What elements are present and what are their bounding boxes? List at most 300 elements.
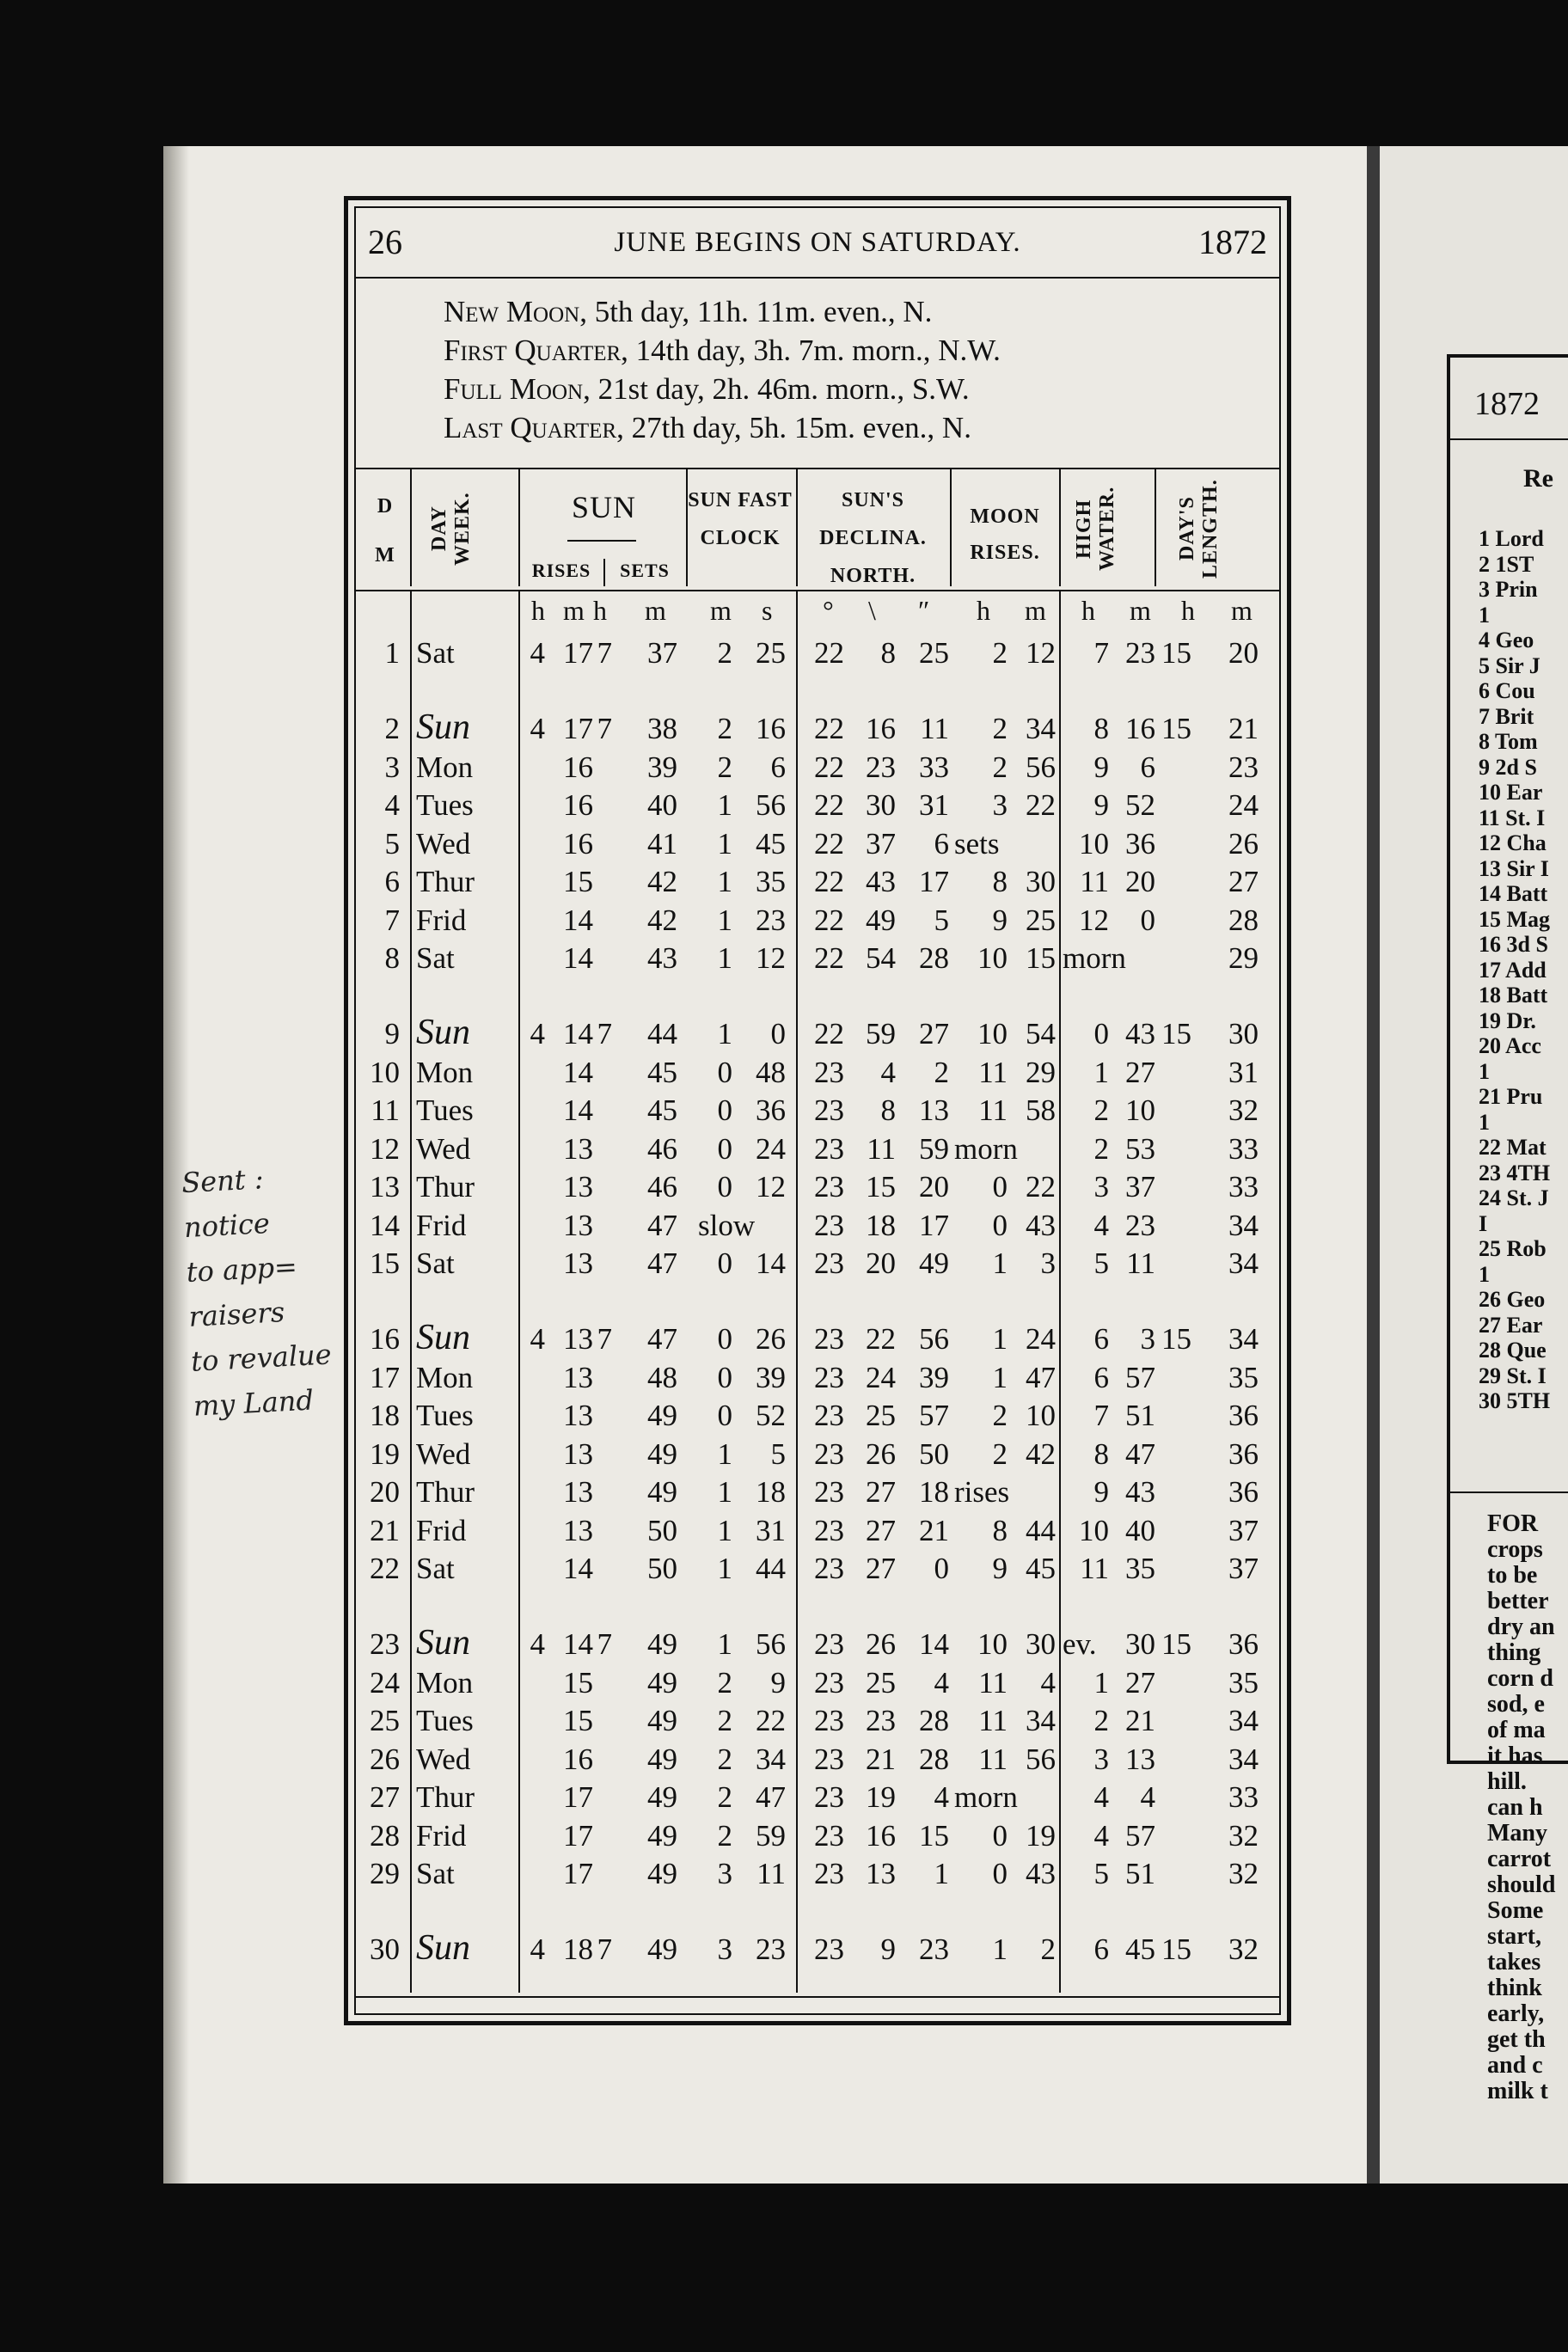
table-row xyxy=(354,1361,1281,1399)
right-page-text-line: Many xyxy=(1487,1820,1547,1847)
cell-d: 23 xyxy=(370,1627,400,1661)
cell-sm: 45 xyxy=(647,1055,677,1089)
cell-hh: 1 xyxy=(1093,1055,1109,1089)
cell-rm: 14 xyxy=(563,1055,593,1089)
cell-d: 2 xyxy=(384,712,400,745)
cell-dm: 19 xyxy=(866,1780,896,1814)
rule xyxy=(950,469,952,586)
right-page-text-line: start, xyxy=(1487,1923,1541,1950)
cell-dm: 27 xyxy=(866,1552,896,1585)
cell-dd: 23 xyxy=(814,1857,844,1890)
cell-hh: 8 xyxy=(1093,712,1109,745)
cell-fs: 24 xyxy=(756,1131,786,1166)
cell-mm: 30 xyxy=(1026,1627,1056,1661)
cell-dm: 22 xyxy=(866,1322,896,1356)
cell-sh: 7 xyxy=(597,712,612,745)
cell-sm: 45 xyxy=(647,1093,677,1127)
right-page-item: 16 3d S xyxy=(1479,932,1548,957)
cell-lm: 37 xyxy=(1228,1552,1259,1585)
cell-hm: 23 xyxy=(1125,636,1155,670)
cell-hm: 45 xyxy=(1125,1932,1155,1966)
cell-ds: 39 xyxy=(919,1360,949,1394)
table-row xyxy=(354,1246,1281,1284)
cell-mm: 43 xyxy=(1026,1208,1056,1242)
cell-fs: 5 xyxy=(770,1436,786,1471)
cell-mh: 0 xyxy=(992,1208,1008,1242)
cell-fm: slow xyxy=(698,1208,756,1242)
cell-hm: 0 xyxy=(1140,903,1155,937)
table-row xyxy=(354,1318,1281,1360)
right-page-item: 6 Cou xyxy=(1479,678,1535,703)
cell-dm: 21 xyxy=(866,1742,896,1776)
right-page-item: 27 Ear xyxy=(1479,1312,1543,1338)
cell-dd: 23 xyxy=(814,1475,844,1509)
right-page-item: I xyxy=(1479,1210,1488,1236)
cell-lm: 32 xyxy=(1228,1093,1259,1127)
cell-mm: 2 xyxy=(1040,1932,1056,1966)
right-page-item: 23 4TH xyxy=(1479,1160,1551,1185)
cell-wd: Mon xyxy=(416,1360,474,1394)
right-page-list xyxy=(1479,526,1550,1414)
cell-mm: 30 xyxy=(1026,865,1056,898)
cell-wd: Tues xyxy=(416,1704,474,1737)
right-page-text-line: can h xyxy=(1487,1794,1543,1821)
table-row xyxy=(354,1666,1281,1704)
right-page-item: 10 Ear xyxy=(1479,780,1543,805)
cell-d: 6 xyxy=(384,865,400,898)
table-row xyxy=(354,1437,1281,1475)
cell-fs: 44 xyxy=(756,1552,786,1585)
cell-lh: 15 xyxy=(1161,1627,1191,1661)
cell-ds: 6 xyxy=(934,826,949,861)
right-page-year: 1872 xyxy=(1474,386,1540,422)
table-bottom-rule xyxy=(354,1996,1281,1998)
table-top-rule xyxy=(354,468,1281,469)
cell-mm: 22 xyxy=(1026,788,1056,822)
cell-mh: 8 xyxy=(992,1513,1008,1547)
cell-wd: Wed xyxy=(416,1131,471,1166)
cell-lm: 30 xyxy=(1228,1017,1259,1050)
right-page-text-line: Some xyxy=(1487,1897,1544,1924)
cell-fm: 2 xyxy=(717,636,732,670)
cell-rm: 15 xyxy=(563,1665,593,1700)
cell-sh: 7 xyxy=(597,1932,612,1966)
cell-mh: 9 xyxy=(992,903,1008,937)
cell-hh: 8 xyxy=(1093,1436,1109,1471)
cell-d: 1 xyxy=(384,636,400,670)
right-page-text-line: dry an xyxy=(1487,1614,1555,1640)
cell-fs: 59 xyxy=(756,1818,786,1853)
cell-d: 4 xyxy=(384,788,400,822)
cell-sm: 44 xyxy=(647,1017,677,1050)
rule xyxy=(603,559,605,586)
col-declination: SUN'S DECLINA. NORTH. xyxy=(819,489,927,587)
phase-full-moon: Full Moon, 21st day, 2h. 46m. morn., S.W. xyxy=(444,372,970,406)
cell-sm: 49 xyxy=(647,1436,677,1471)
cell-ds: 21 xyxy=(919,1513,949,1547)
right-page-item: 2 1ST xyxy=(1479,551,1534,577)
cell-mh: 2 xyxy=(992,712,1008,745)
cell-lm: 28 xyxy=(1228,903,1259,937)
cell-fs: 47 xyxy=(756,1780,786,1814)
header-bottom-rule xyxy=(354,590,1281,591)
table-row xyxy=(354,1399,1281,1436)
col-sets: SETS xyxy=(620,560,670,581)
cell-fs: 35 xyxy=(756,865,786,898)
cell-mh: 3 xyxy=(992,788,1008,822)
cell-lm: 34 xyxy=(1228,1742,1259,1776)
cell-lm: 33 xyxy=(1228,1170,1259,1204)
cell-dm: 54 xyxy=(866,941,896,975)
cell-mh: 0 xyxy=(992,1857,1008,1890)
cell-ds: 27 xyxy=(919,1017,949,1050)
cell-fm: 2 xyxy=(717,1742,732,1776)
right-page-text-line: it has xyxy=(1487,1743,1543,1769)
cell-rm: 13 xyxy=(563,1322,593,1356)
cell-hm: 16 xyxy=(1125,712,1155,745)
cell-dd: 22 xyxy=(814,788,844,822)
table-row xyxy=(354,1514,1281,1552)
right-page-text-line: takes xyxy=(1487,1949,1541,1975)
cell-dd: 23 xyxy=(814,1742,844,1776)
right-page-item: 17 Add xyxy=(1479,957,1547,983)
rule xyxy=(1059,469,1061,586)
cell-mh: 2 xyxy=(992,750,1008,784)
right-page-item: 1 xyxy=(1479,1109,1490,1135)
right-page-item: 21 Pru xyxy=(1479,1084,1543,1109)
cell-lm: 36 xyxy=(1228,1436,1259,1471)
col-high-water: HIGH WATER. xyxy=(1073,486,1118,572)
cell-hm: 37 xyxy=(1125,1170,1155,1204)
cell-fm: 0 xyxy=(717,1360,732,1394)
cell-sm: 47 xyxy=(647,1208,677,1242)
cell-rm: 15 xyxy=(563,865,593,898)
cell-mm: 56 xyxy=(1026,750,1056,784)
table-row xyxy=(354,865,1281,903)
cell-rm: 17 xyxy=(563,1818,593,1853)
cell-lm: 34 xyxy=(1228,1246,1259,1280)
cell-fm: 0 xyxy=(717,1399,732,1432)
right-page-item: 26 Geo xyxy=(1479,1287,1546,1312)
cell-rm: 13 xyxy=(563,1131,593,1166)
cell-fm: 3 xyxy=(717,1932,732,1966)
cell-dd: 23 xyxy=(814,1208,844,1242)
cell-fs: 16 xyxy=(756,712,786,745)
handwritten-note: Sent : notice to app= raisers to revalue my Land xyxy=(181,1162,333,1423)
cell-dm: 8 xyxy=(880,1093,896,1127)
cell-wd: Thur xyxy=(416,1780,475,1814)
right-page-text-line: corn d xyxy=(1487,1665,1553,1692)
cell-sm: 49 xyxy=(647,1665,677,1700)
cell-hm: 10 xyxy=(1125,1093,1155,1127)
right-page-item: 1 xyxy=(1479,1058,1490,1084)
cell-dd: 23 xyxy=(814,1627,844,1661)
cell-fs: 11 xyxy=(756,1857,786,1890)
cell-mh: 1 xyxy=(992,1360,1008,1394)
cell-fm: 1 xyxy=(717,1627,732,1661)
cell-fs: 48 xyxy=(756,1055,786,1089)
cell-rm: 17 xyxy=(563,712,593,745)
cell-ds: 25 xyxy=(919,636,949,670)
cell-mh: 0 xyxy=(992,1818,1008,1853)
cell-ds: 2 xyxy=(934,1055,949,1089)
cell-dd: 22 xyxy=(814,750,844,784)
cell-sm: 49 xyxy=(647,1399,677,1432)
cell-fs: 31 xyxy=(756,1513,786,1547)
cell-sh: 7 xyxy=(597,636,612,670)
cell-ds: 28 xyxy=(919,1704,949,1737)
cell-mh: 2 xyxy=(992,1399,1008,1432)
cell-dd: 23 xyxy=(814,1360,844,1394)
cell-ds: 14 xyxy=(919,1627,949,1661)
right-page-item: 3 Prin xyxy=(1479,577,1538,602)
cell-mh: 11 xyxy=(978,1704,1008,1737)
col-day-week: DAY WEEK. xyxy=(428,492,474,566)
cell-dd: 23 xyxy=(814,1322,844,1356)
table-row xyxy=(354,1209,1281,1246)
right-page-text-line: of ma xyxy=(1487,1717,1546,1743)
cell-lh: 15 xyxy=(1161,712,1191,745)
cell-d: 3 xyxy=(384,750,400,784)
cell-sm: 47 xyxy=(647,1246,677,1280)
cell-ds: 49 xyxy=(919,1246,949,1280)
cell-d: 5 xyxy=(384,826,400,861)
cell-lm: 33 xyxy=(1228,1131,1259,1166)
cell-dm: 37 xyxy=(866,826,896,861)
right-page-item: 7 Brit xyxy=(1479,703,1534,729)
cell-dd: 23 xyxy=(814,1399,844,1432)
right-page-text-line: FOR xyxy=(1487,1510,1539,1537)
phase-new-moon: New Moon, 5th day, 11h. 11m. even., N. xyxy=(444,295,933,328)
col-moon: MOON RISES. xyxy=(970,505,1040,564)
cell-sh: 7 xyxy=(597,1017,612,1050)
cell-fm: 2 xyxy=(717,1704,732,1737)
cell-wd: Thur xyxy=(416,1170,475,1204)
cell-dm: 15 xyxy=(866,1170,896,1204)
cell-dm: 26 xyxy=(866,1436,896,1471)
cell-fm: 2 xyxy=(717,712,732,745)
cell-wd: Tues xyxy=(416,1399,474,1432)
cell-hh: 9 xyxy=(1093,788,1109,822)
cell-sm: 48 xyxy=(647,1360,677,1394)
cell-mm: 47 xyxy=(1026,1360,1056,1394)
right-page-text-line: think xyxy=(1487,1975,1542,2001)
cell-lm: 21 xyxy=(1228,712,1259,745)
cell-rm: 15 xyxy=(563,1704,593,1737)
right-page-text-line: thing xyxy=(1487,1639,1541,1666)
cell-sm: 40 xyxy=(647,788,677,822)
cell-dd: 23 xyxy=(814,1131,844,1166)
cell-lm: 31 xyxy=(1228,1055,1259,1089)
cell-dm: 4 xyxy=(880,1055,896,1089)
cell-fm: 1 xyxy=(717,941,732,975)
cell-sm: 49 xyxy=(647,1818,677,1853)
table-row xyxy=(354,1819,1281,1857)
table-row xyxy=(354,1743,1281,1780)
cell-sm: 39 xyxy=(647,750,677,784)
cell-rm: 16 xyxy=(563,826,593,861)
cell-ds: 17 xyxy=(919,1208,949,1242)
cell-dd: 22 xyxy=(814,1017,844,1050)
cell-fm: 1 xyxy=(717,903,732,937)
cell-hm: 57 xyxy=(1125,1818,1155,1853)
cell-lm: 33 xyxy=(1228,1780,1259,1814)
cell-dd: 23 xyxy=(814,1704,844,1737)
cell-dd: 23 xyxy=(814,1436,844,1471)
cell-hm: 51 xyxy=(1125,1857,1155,1890)
cell-dd: 23 xyxy=(814,1665,844,1700)
cell-lm: 34 xyxy=(1228,1208,1259,1242)
cell-dd: 23 xyxy=(814,1513,844,1547)
cell-mm: 29 xyxy=(1026,1055,1056,1089)
cell-hh: 6 xyxy=(1093,1322,1109,1356)
table-row xyxy=(354,1132,1281,1170)
cell-d: 28 xyxy=(370,1818,400,1853)
cell-dd: 23 xyxy=(814,1552,844,1585)
right-page-item: 8 Tom xyxy=(1479,729,1538,754)
cell-sm: 49 xyxy=(647,1742,677,1776)
cell-sm: 50 xyxy=(647,1513,677,1547)
cell-hh: 1 xyxy=(1093,1665,1109,1700)
cell-hh: 2 xyxy=(1093,1131,1109,1166)
cell-fs: 23 xyxy=(756,1932,786,1966)
cell-hm: 6 xyxy=(1140,750,1155,784)
page-year: 1872 xyxy=(1198,223,1267,261)
right-page-item: 24 St. J xyxy=(1479,1185,1549,1210)
cell-ds: 50 xyxy=(919,1436,949,1471)
cell-sm: 37 xyxy=(647,636,677,670)
cell-wd: Wed xyxy=(416,1742,471,1776)
cell-mh: 11 xyxy=(978,1093,1008,1127)
cell-hh: 5 xyxy=(1093,1857,1109,1890)
cell-fm: 0 xyxy=(717,1170,732,1204)
page-gutter xyxy=(1367,146,1381,2184)
cell-wd: Wed xyxy=(416,826,471,861)
right-page-text-line: sod, e xyxy=(1487,1691,1545,1718)
cell-dm: 13 xyxy=(866,1857,896,1890)
cell-hm: 21 xyxy=(1125,1704,1155,1737)
cell-lm: 32 xyxy=(1228,1818,1259,1853)
cell-mh: 11 xyxy=(978,1055,1008,1089)
cell-fs: 9 xyxy=(770,1665,786,1700)
cell-dd: 23 xyxy=(814,1170,844,1204)
page-title: JUNE BEGINS ON SATURDAY. xyxy=(614,227,1021,258)
cell-dd: 23 xyxy=(814,1093,844,1127)
cell-dm: 23 xyxy=(866,1704,896,1737)
cell-ds: 5 xyxy=(934,903,949,937)
right-page-text-line: better xyxy=(1487,1588,1549,1614)
cell-rm: 17 xyxy=(563,1780,593,1814)
cell-fm: 2 xyxy=(717,1780,732,1814)
cell-mm: 45 xyxy=(1026,1552,1056,1585)
rule xyxy=(410,469,412,586)
cell-d: 27 xyxy=(370,1780,400,1814)
cell-d: 16 xyxy=(370,1322,400,1356)
page-header xyxy=(368,222,1267,273)
cell-ds: 18 xyxy=(919,1475,949,1509)
cell-rm: 13 xyxy=(563,1436,593,1471)
table-row xyxy=(354,1857,1281,1895)
col-days-length: DAY'S LENGTH. xyxy=(1176,479,1222,579)
cell-rm: 17 xyxy=(563,636,593,670)
cell-mh: 0 xyxy=(992,1170,1008,1204)
cell-mh: 11 xyxy=(978,1665,1008,1700)
cell-rm: 18 xyxy=(563,1932,593,1966)
phase-last-quarter: Last Quarter, 27th day, 5h. 15m. even., N. xyxy=(444,411,971,444)
cell-wd: Wed xyxy=(416,1436,471,1471)
cell-dd: 22 xyxy=(814,941,844,975)
cell-dd: 23 xyxy=(814,1246,844,1280)
right-page-item: 12 Cha xyxy=(1479,830,1547,855)
cell-ds: 57 xyxy=(919,1399,949,1432)
cell-hh: 7 xyxy=(1093,636,1109,670)
cell-mh: 9 xyxy=(992,1552,1008,1585)
rule xyxy=(686,469,688,586)
header-rule xyxy=(354,277,1281,279)
cell-hm: 30 xyxy=(1125,1627,1155,1661)
cell-sm: 41 xyxy=(647,826,677,861)
cell-fs: 14 xyxy=(756,1246,786,1280)
cell-mh: rises xyxy=(954,1475,1010,1509)
right-page-item: 22 Mat xyxy=(1479,1135,1547,1160)
cell-lm: 34 xyxy=(1228,1322,1259,1356)
right-page-item: 18 Batt xyxy=(1479,983,1548,1008)
cell-mm: 56 xyxy=(1026,1742,1056,1776)
right-page-item: 25 Rob xyxy=(1479,1236,1547,1261)
cell-hh: 7 xyxy=(1093,1399,1109,1432)
cell-mm: 22 xyxy=(1026,1170,1056,1204)
cell-dm: 25 xyxy=(866,1399,896,1432)
cell-hh: 10 xyxy=(1079,1513,1109,1547)
cell-lm: 23 xyxy=(1228,750,1259,784)
cell-wd: Sat xyxy=(416,636,455,670)
cell-rm: 13 xyxy=(563,1208,593,1242)
cell-rm: 14 xyxy=(563,903,593,937)
table-row xyxy=(354,903,1281,941)
cell-dm: 8 xyxy=(880,636,896,670)
cell-d: 17 xyxy=(370,1360,400,1394)
cell-lm: 35 xyxy=(1228,1360,1259,1394)
cell-lm: 36 xyxy=(1228,1627,1259,1661)
cell-dm: 16 xyxy=(866,712,896,745)
cell-mm: 19 xyxy=(1026,1818,1056,1853)
cell-dm: 26 xyxy=(866,1627,896,1661)
cell-d: 7 xyxy=(384,903,400,937)
cell-wd: Mon xyxy=(416,750,474,784)
col-sun: SUN xyxy=(571,490,637,524)
table-row xyxy=(354,1552,1281,1589)
cell-hh: 3 xyxy=(1093,1742,1109,1776)
cell-mm: 4 xyxy=(1040,1665,1056,1700)
cell-ds: 4 xyxy=(934,1780,949,1814)
cell-fm: 0 xyxy=(717,1246,732,1280)
cell-hm: 27 xyxy=(1125,1055,1155,1089)
cell-dd: 23 xyxy=(814,1818,844,1853)
table-row xyxy=(354,1704,1281,1742)
cell-lm: 29 xyxy=(1228,941,1259,975)
cell-d: 18 xyxy=(370,1399,400,1432)
cell-fm: 1 xyxy=(717,1475,732,1509)
cell-hh: 2 xyxy=(1093,1704,1109,1737)
right-page-item: 15 Mag xyxy=(1479,906,1551,932)
cell-wd: Sun xyxy=(416,1928,470,1968)
right-page-item: 30 5TH xyxy=(1479,1388,1551,1413)
cell-sh: 7 xyxy=(597,1627,612,1661)
cell-wd: Sun xyxy=(416,1318,470,1357)
cell-hh: 9 xyxy=(1093,1475,1109,1509)
cell-hm: 52 xyxy=(1125,788,1155,822)
cell-hm: 53 xyxy=(1125,1131,1155,1166)
